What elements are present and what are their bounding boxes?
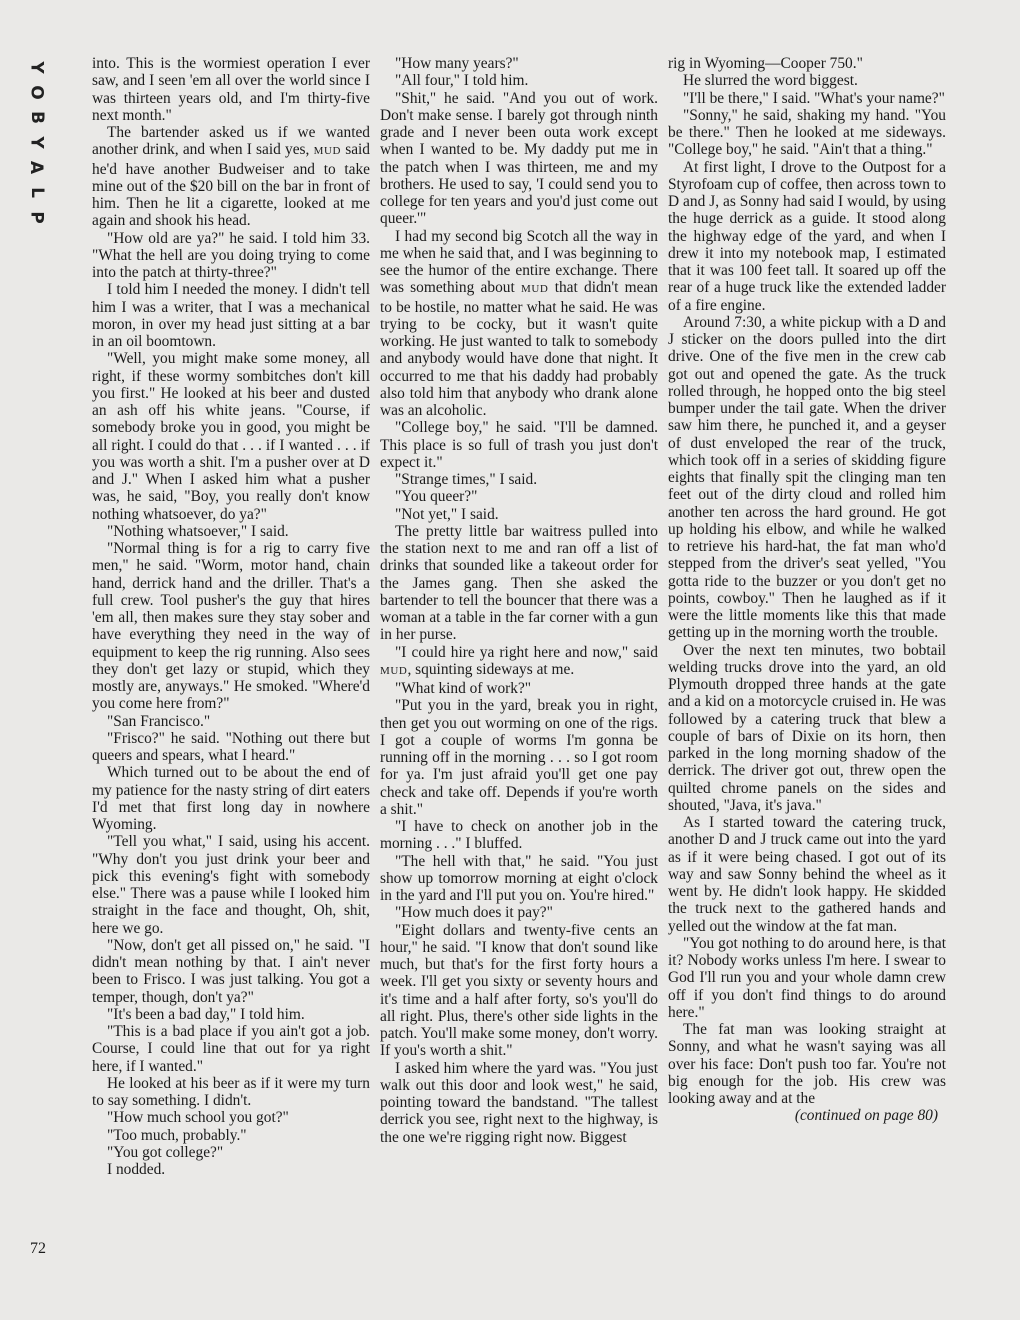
paragraph: "How many years?" (395, 55, 519, 72)
paragraph: I asked him where the yard was. "You just walk out this door and look west," he said, pointing toward the bandstand. "The tallest derrick you see, right next to the highway, is the one we're rigging right now. Biggest (380, 1059, 658, 1146)
paragraph: He looked at his beer as if it were my turn to say something. I didn't. (92, 1074, 370, 1109)
masthead-letter: A (26, 160, 47, 175)
paragraph: "How old are ya?" he said. I told him 33. "What the hell are you doing trying to come into the patch at thirty-three?" (92, 229, 370, 281)
paragraph: "Now, don't get all pissed on," he said. "I didn't mean nothing by that. I ain't never been to Frisco. I was just talking. You got a temper, though, don't ya?" (92, 936, 370, 1006)
paragraph: "This is a bad place if you ain't got a job. Course, I could line that out for ya right here, if I wanted." (92, 1023, 370, 1075)
paragraph: The pretty little bar waitress pulled into the station next to me and ran off a list of drinks that sounded like a takeout order for the James gang. Then she asked the bartender to tell the bouncer that there was a woman at a table in the far corner with a gun in her purse. (380, 522, 658, 644)
paragraph: "Too much, probably." (107, 1126, 247, 1144)
paragraph: "I could hire ya right here and now," said MUD, squinting sideways at me. (380, 643, 658, 678)
paragraph: "Eight dollars and twenty-five cents an hour," he said. "I know that don't sound like much, but that's for the first forty hours a week. I'll get you sixty or seventy hours and it's time and a half after forty, so's you'll do all right. Plus, there's other side lights in the patch. You'll make some money, don't worry. If you's worth a shit." (380, 921, 658, 1060)
paragraph: "Normal thing is for a rig to carry five men," he said. "Worm, motor hand, chain hand, derrick hand and the driller. That's a full crew. Tool pusher's the guy that hires 'em all, then makes sure they stay sober and have everything they need in the way of equipment to keep the rig running. Also sees they don't get lazy or stupid, which they mostly are, anyways." He smoked. "Where'd you come here from?" (92, 540, 370, 713)
paragraph: The fat man was looking straight at Sonny, and what he wasn't saying was all over his face: Don't push too far. You're not big enough for the job. His crew was looking away and at the (668, 1021, 946, 1107)
masthead-letter: L (26, 187, 47, 198)
page-number: 72 (30, 1240, 46, 1257)
paragraph: "Sonny," he said, shaking my hand. "You be there." Then he looked at me sideways. "College boy," he said. "Ain't that a thing." (668, 106, 946, 159)
masthead-letter: O (26, 85, 47, 100)
paragraph: "I'll be there," I said. "What's your name?" (683, 89, 945, 107)
masthead-letter: Y (26, 61, 47, 74)
text-column-3 (668, 55, 946, 1125)
paragraph: "Nothing whatsoever," I said. (107, 522, 289, 540)
paragraph: He slurred the word biggest. (683, 72, 858, 90)
masthead-letter: P (26, 211, 47, 224)
paragraph: "Frisco?" he said. "Nothing out there but queers and spears, what I heard." (92, 729, 370, 764)
paragraph: "Strange times," I said. (395, 471, 538, 488)
paragraph: "Put you in the yard, break you in right, then get you out worming on one of the rigs. I got a couple of worms I'm gonna be running off in the morning . . . so I got room for ya. I'm just afraid you'll get one pay check and take off. Depends if you're worth a shit." (380, 697, 658, 818)
character-name: MUD (313, 145, 342, 158)
paragraph: The bartender asked us if we wanted another drink, and when I said yes, MUD said he'd have another Budweiser and to take mine out of the $20 bill on the bar in front of him. Then he lit a cigarette, looked at me again and shook his head. (92, 124, 370, 230)
paragraph: "What kind of work?" (395, 680, 532, 697)
masthead-letter: Y (26, 136, 47, 149)
paragraph: At first light, I drove to the Outpost for a Styrofoam cup of coffee, then across town to D and J, as Sonny had said I would, by using the huge derrick as a guide. It stood along the highway edge of the yard, and when I drew it into my notebook map, I estimated that it was 100 feet tall. It soared up off the rear of a huge truck like the extended ladder of a fire engine. (668, 158, 946, 314)
paragraph: Around 7:30, a white pickup with a D and J sticker on the doors pulled into the dirt drive. One of the five men in the crew cab got out and opened the gate. As the truck rolled through, he hopped onto the big steel bumper under the tail gate. When the driver saw him there, he punched it, and a geyser of dust enveloped the rear of the truck, which took off in a series of skidding figure eights that finally spit the clinging man ten feet out of the dirty cloud and rolled him another ten across the hard ground. He got up holding his elbow, and while he walked to retrieve his hard-hat, the fat man who'd stepped from the driver's seat yelled, "You gotta ride to the buzzer or you don't get no points, cowboy." Then he laughed as if it were the little moments like this that made getting up in the morning worth the trouble. (668, 313, 946, 642)
paragraph: I nodded. (107, 1161, 166, 1178)
paragraph: I told him I needed the money. I didn't tell him I was a writer, that I was a mechanical moron, in over my head just sitting at a bar in an oil boomtown. (92, 281, 370, 350)
paragraph: "You got nothing to do around here, is that it? Nobody works unless I'm here. I swear to God I'll run you and your whole damn crew off if you don't find things to do around here." (668, 934, 946, 1021)
text-column-1 (92, 55, 370, 1178)
paragraph: "How much does it pay?" (395, 904, 553, 922)
paragraph: "Tell you what," I said, using his accent. "Why don't you just drink your beer and pick this evening's fight with somebody else." There was a pause while I looked him straight in the face and thought, Oh, shit, here we go. (92, 833, 370, 937)
paragraph: "Shit," he said. "And you out of work. Don't make sense. I barely got through ninth grade and I never been outa work except when I wanted to be. My daddy put me in the patch when I was thirteen, me and my brothers. He used to say, 'I could send you to college for ten years and you'd just come out queer.'" (380, 89, 658, 228)
masthead-letter: B (26, 111, 47, 124)
paragraph: "The hell with that," he said. "You just show up tomorrow morning at eight o'clock in the yard and I'll put you on. You're hired." (380, 852, 658, 904)
continued-note: (continued on page 80) (794, 1107, 938, 1125)
paragraph: "Not yet," I said. (395, 505, 499, 523)
paragraph: "You got college?" (107, 1143, 224, 1161)
character-name: MUD (380, 664, 408, 677)
paragraph: "You queer?" (395, 488, 478, 506)
paragraph: "San Francisco." (107, 712, 211, 730)
character-name: MUD (520, 283, 549, 296)
paragraph: Which turned out to be about the end of my patience for the nasty string of dirt eaters I'd met that first long day in nowhere Wyoming. (92, 764, 370, 833)
text-column-2 (380, 55, 658, 1146)
paragraph: "College boy," he said. "I'll be damned. This place is so full of trash you just don't expect it." (380, 419, 658, 471)
paragraph: "All four," I told him. (395, 72, 529, 90)
paragraph: into. This is the wormiest operation I ever saw, and I seen 'em all over the world since I was thirteen years old, and I'm thirty-five next month." (92, 55, 370, 124)
paragraph: "I have to check on another job in the morning . . ." I bluffed. (380, 818, 658, 853)
paragraph: I had my second big Scotch all the way in me when he said that, and I was beginning to see the humor of the entire exchange. There was something about MUD that didn't mean to be hostile, no matter what he said. He was trying to be cocky, but it wasn't quite working. He just wanted to talk to somebody and anybody would have done that night. It occurred to me that his daddy had probably also told him that anybody who drank alone was an alcoholic. (380, 227, 658, 419)
paragraph: "Well, you might make some money, all right, if these wormy sombitches don't kill you first." He looked at his beer and dusted an ash off his white jeans. "Course, if somebody broke you in good, you might be all right. I could do that . . . if I wanted . . . if you was worth a shit. I'm a pusher over at D and J." When I asked him what a pusher was, he said, "Boy, you really don't know nothing whatsoever, do ya?" (92, 350, 370, 523)
paragraph: "It's been a bad day," I told him. (107, 1005, 305, 1023)
magazine-masthead (22, 55, 50, 230)
paragraph: rig in Wyoming—Cooper 750." (668, 55, 863, 72)
paragraph: Over the next ten minutes, two bobtail welding trucks drove into the yard, an old Plymouth dropped three hands at the gate and a kid on a motorcycle cruised in. He was followed by a catering truck that blew a couple of bars of Dixie on its horn, then parked in the long morning shadow of the derrick. The driver got out, threw open the quilted chrome panels on the sides and shouted, "Java, it's java." (668, 641, 946, 814)
paragraph: As I started toward the catering truck, another D and J truck came out into the yard as if it were being chased. I got out of its way and saw Sonny behind the wheel as it went by. He didn't look happy. He skidded the truck next to the gathered hands and yelled out the window at the fat man. (668, 814, 946, 935)
paragraph: "How much school you got?" (107, 1109, 289, 1127)
